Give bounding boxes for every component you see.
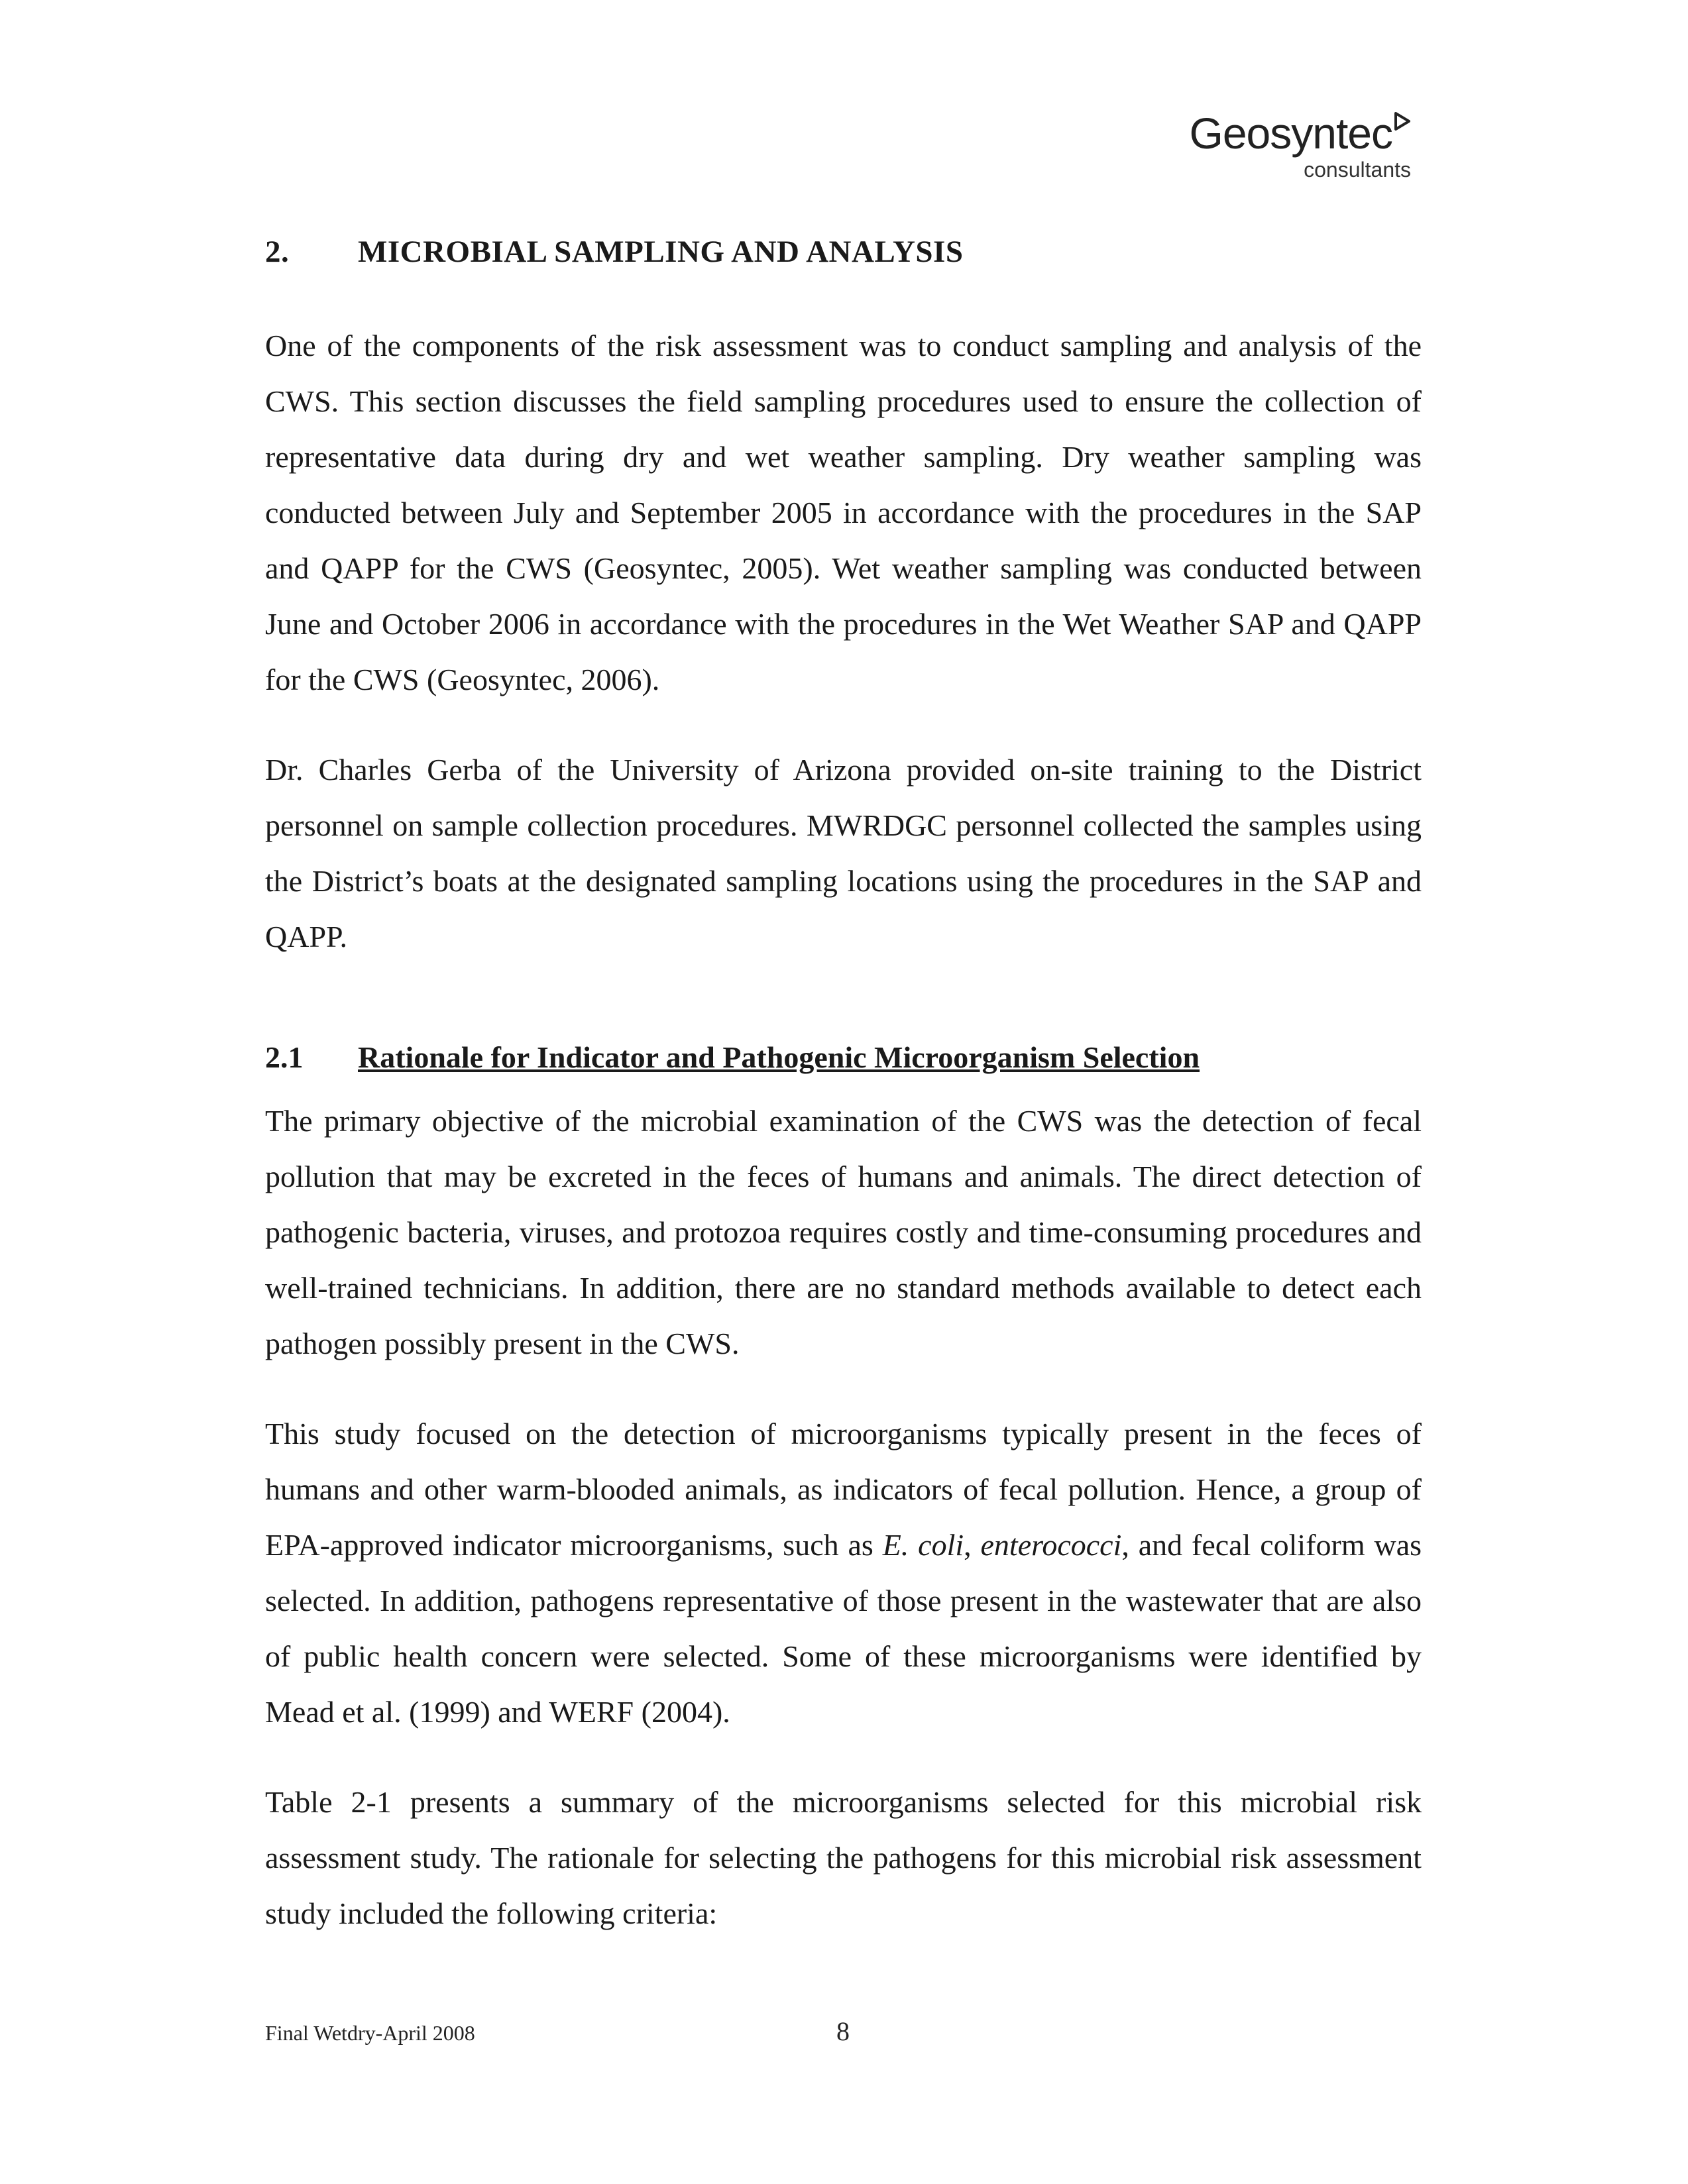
enterococci-term: enterococci: [980, 1528, 1122, 1562]
paragraph: Dr. Charles Gerba of the University of Arizona provided on-site training to the District personnel on sample collection procedures. MWRDGC personnel collected the samples using the District’s boats at the designated sampling locations using the procedures in the SAP and QAPP.: [265, 753, 1422, 954]
play-triangle-icon: [1394, 94, 1411, 138]
paragraph-text: This study focused on the detection of microorganisms typically present in the feces of humans and other warm-blooded animals, as indicators of fecal pollution. Hence, a group of EPA-approved indicator microorganisms, such as: [265, 1417, 1422, 1562]
subsection-heading: [265, 1038, 1422, 1077]
paragraph-text: , and fecal coliform was selected. In addition, pathogens representative of those present in the wastewater that are also of public health concern were selected. Some of these microorganisms were identified by Mead et al. (1999) and WERF (2004).: [265, 1528, 1422, 1729]
section-number: 2.: [265, 235, 290, 269]
page-content: [265, 233, 1422, 1976]
logo-subtitle: consultants: [1304, 158, 1411, 182]
paragraph: The primary objective of the microbial examination of the CWS was the detection of fecal pollution that may be excreted in the feces of humans and animals. The direct detection of pathogenic bacteria, viruses, and protozoa requires costly and time-consuming procedures and well-trained technicians. In addition, there are no standard methods available to detect each pathogen possibly present in the CWS.: [265, 1104, 1422, 1361]
paragraph: Table 2-1 presents a summary of the microorganisms selected for this microbial risk assessment study. The rationale for selecting the pathogens for this microbial risk assessment study included the following criteria:: [265, 1785, 1422, 1931]
company-logo: [1190, 111, 1410, 182]
page-number: 8: [836, 2016, 850, 2046]
ecoli-term: E. coli: [882, 1528, 964, 1562]
paragraph: [265, 1406, 1422, 1740]
section-title: MICROBIAL SAMPLING AND ANALYSIS: [358, 235, 964, 269]
paragraph-text: ,: [964, 1528, 981, 1562]
footer-document-label: Final Wetdry-April 2008: [265, 2021, 475, 2045]
section-heading: [265, 233, 1422, 270]
subsection-title: Rationale for Indicator and Pathogenic Microorganism Selection: [358, 1040, 1200, 1075]
logo-name: Geosyntec: [1189, 109, 1392, 158]
paragraph: One of the components of the risk assessment was to conduct sampling and analysis of the CWS. This section discusses the field sampling procedures used to ensure the collection of representative data during dry and wet weather sampling. Dry weather sampling was conducted between July and September 2005 in accordance with the procedures in the SAP and QAPP for the CWS (Geosyntec, 2005). Wet weather sampling was conducted between June and October 2006 in accordance with the procedures in the Wet Weather SAP and QAPP for the CWS (Geosyntec, 2006).: [265, 329, 1422, 697]
subsection-number: 2.1: [265, 1040, 304, 1075]
